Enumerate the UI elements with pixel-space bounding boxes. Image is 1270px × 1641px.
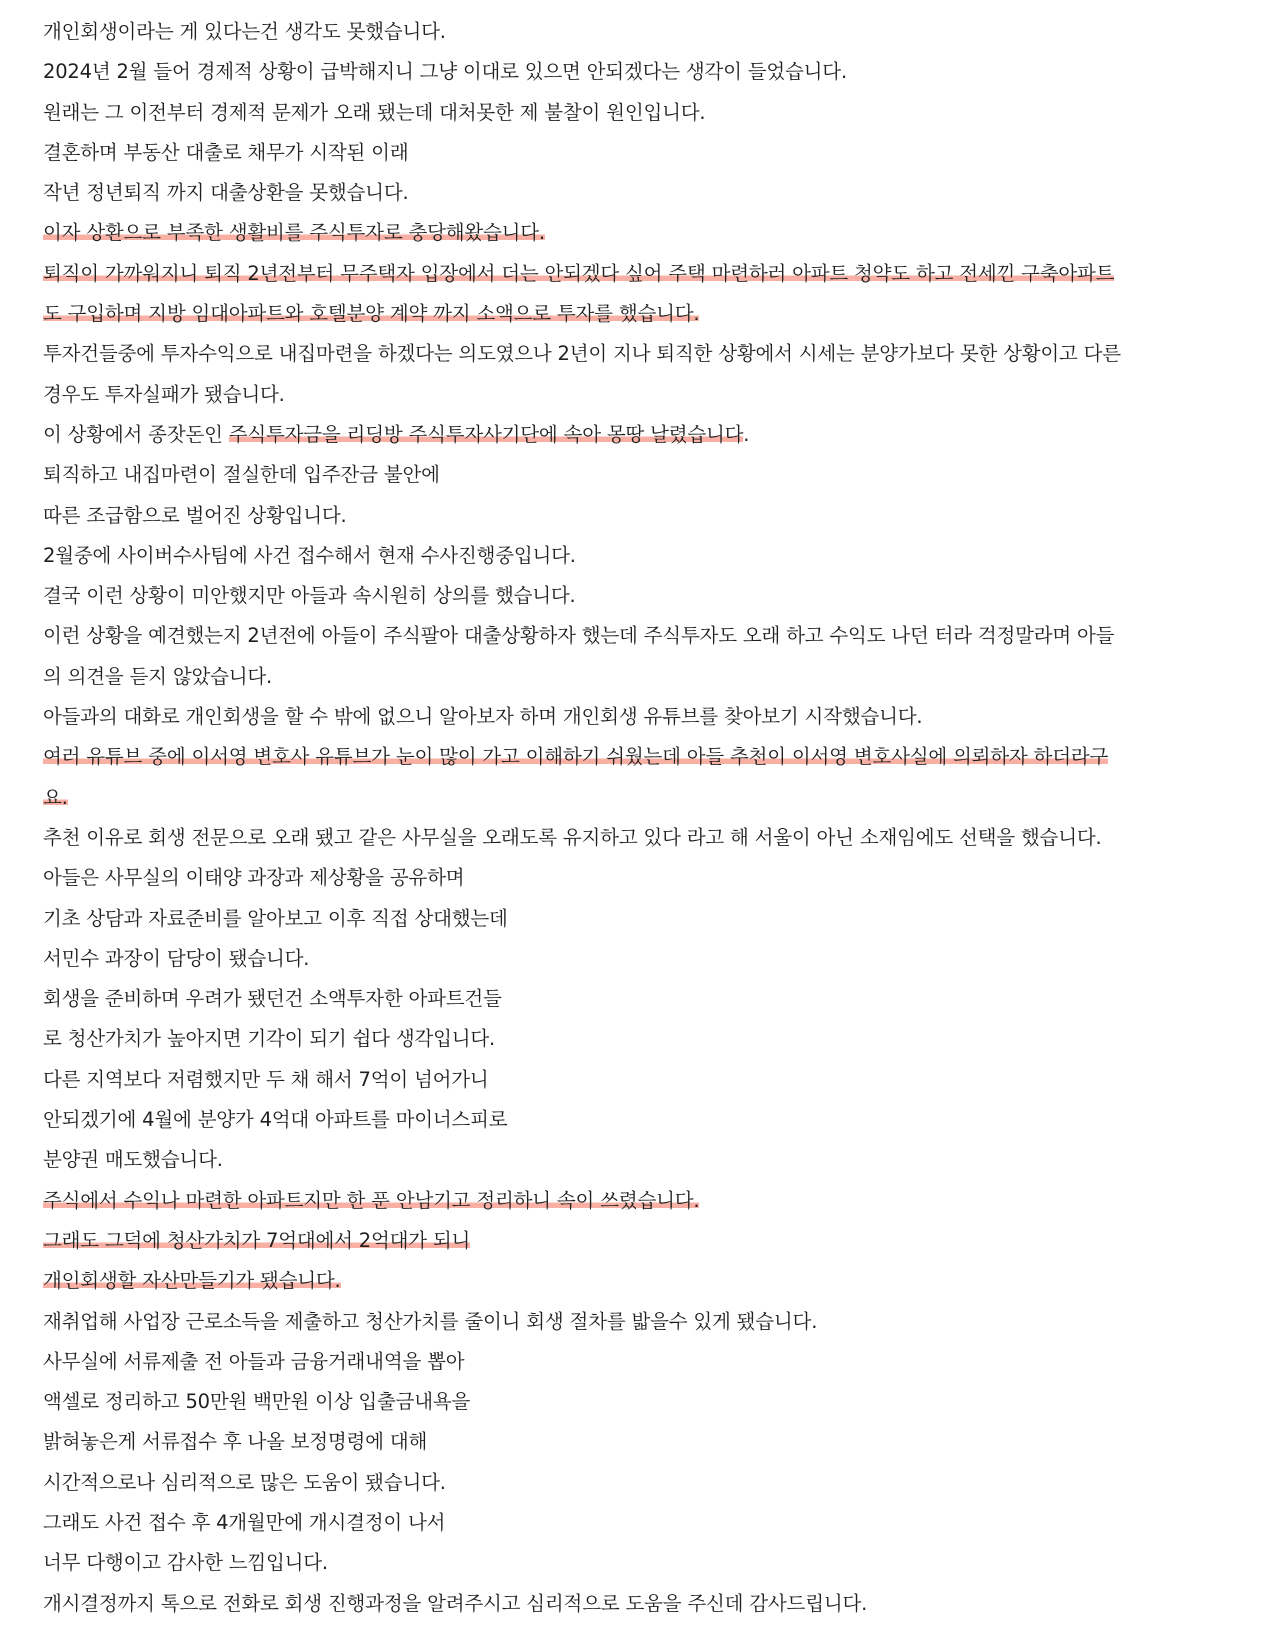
highlighted-text: 요.: [43, 785, 68, 809]
text-line: [43, 52, 1243, 92]
line-text: 원래는 그 이전부터 경제적 문제가 오래 됐는데 대처못한 제 불찰이 원인입니다.: [43, 100, 706, 124]
text-line: [43, 375, 1243, 415]
highlighted-text: 주식투자금을 리딩방 주식투자사기단에 속아 몽땅 날렸습니다: [228, 422, 744, 446]
text-line: [43, 1463, 1243, 1503]
text-line: [43, 93, 1243, 133]
line-text: 액셀로 정리하고 50만원 백만원 이상 입출금내욕을: [43, 1390, 471, 1414]
line-text: 결혼하며 부동산 대출로 채무가 시작된 이래: [43, 140, 409, 164]
line-text: 아들과의 대화로 개인회생을 할 수 밖에 없으니 알아보자 하며 개인회생 유튜브를 찾아보기 시작했습니다.: [43, 705, 923, 729]
text-line: [43, 657, 1243, 697]
line-text: 기초 상담과 자료준비를 알아보고 이후 직접 상대했는데: [43, 906, 508, 930]
line-text: 투자건들중에 투자수익으로 내집마련을 하겠다는 의도였으나 2년이 지나 퇴직한 상황에서 시세는 분양가보다 못한 상황이고 다른: [43, 342, 1121, 366]
text-line: [43, 254, 1243, 294]
text-line: [43, 213, 1243, 253]
text-line: [43, 1181, 1243, 1221]
line-text: 회생을 준비하며 우려가 됐던건 소액투자한 아파트건들: [43, 987, 502, 1011]
text-line: [43, 697, 1243, 737]
text-line: [43, 1221, 1243, 1261]
highlighted-text: 개인회생할 자산만들기가 됐습니다.: [43, 1269, 341, 1293]
text-line: [43, 1261, 1243, 1301]
text-line: [43, 1503, 1243, 1543]
text-line: [43, 576, 1243, 616]
line-text: 재취업해 사업장 근로소득을 제출하고 청산가치를 줄이니 회생 절차를 밟을수 있게 됐습니다.: [43, 1309, 818, 1333]
line-text: 시간적으로나 심리적으로 많은 도움이 됐습니다.: [43, 1470, 446, 1494]
line-text: 2월중에 사이버수사팀에 사건 접수해서 현재 수사진행중입니다.: [43, 543, 576, 567]
text-line: [43, 415, 1243, 455]
line-text: .: [743, 422, 750, 446]
text-line: [43, 1302, 1243, 1342]
highlighted-text: 그래도 그덕에 청산가치가 7억대에서 2억대가 되니: [43, 1228, 471, 1252]
text-line: [43, 899, 1243, 939]
testimonial-document: [43, 12, 1243, 1624]
line-text: 결국 이런 상황이 미안했지만 아들과 속시원히 상의를 했습니다.: [43, 584, 576, 608]
highlighted-text: 퇴직이 가까워지니 퇴직 2년전부터 무주택자 입장에서 더는 안되겠다 싶어 주택 마련하러 아파트 청약도 하고 전세낀 구축아파트: [43, 261, 1115, 285]
text-line: [43, 1382, 1243, 1422]
text-line: [43, 1543, 1243, 1583]
text-line: [43, 616, 1243, 656]
text-line: [43, 536, 1243, 576]
line-text: 이 상황에서 종잣돈인: [43, 422, 229, 446]
line-text: 이런 상황을 예견했는지 2년전에 아들이 주식팔아 대출상황하자 했는데 주식투자도 오래 하고 수익도 나던 터라 걱정말라며 아들: [43, 624, 1115, 648]
highlighted-text: 주식에서 수익나 마련한 아파트지만 한 푼 안남기고 정리하니 속이 쓰렸습니다.: [43, 1188, 700, 1212]
text-line: [43, 939, 1243, 979]
highlighted-text: 도 구입하며 지방 임대아파트와 호텔분양 계약 까지 소액으로 투자를 했습니다.: [43, 302, 700, 326]
line-text: 사무실에 서류제출 전 아들과 금융거래내역을 뽑아: [43, 1349, 465, 1373]
text-line: [43, 1100, 1243, 1140]
text-line: [43, 334, 1243, 374]
text-line: [43, 1060, 1243, 1100]
text-line: [43, 173, 1243, 213]
text-line: [43, 455, 1243, 495]
line-text: 안되겠기에 4월에 분양가 4억대 아파트를 마이너스피로: [43, 1108, 508, 1132]
text-line: [43, 1342, 1243, 1382]
line-text: 의 의견을 듣지 않았습니다.: [43, 664, 273, 688]
line-text: 그래도 사건 접수 후 4개월만에 개시결정이 나서: [43, 1510, 446, 1534]
line-text: 추천 이유로 회생 전문으로 오래 됐고 같은 사무실을 오래도록 유지하고 있다 라고 해 서울이 아닌 소재임에도 선택을 했습니다.: [43, 825, 1102, 849]
line-text: 개시결정까지 톡으로 전화로 회생 진행과정을 알려주시고 심리적으로 도움을 주신데 감사드립니다.: [43, 1591, 868, 1615]
highlighted-text: 여러 유튜브 중에 이서영 변호사 유튜브가 눈이 많이 가고 이해하기 쉬웠는데 아들 추천이 이서영 변호사실에 의뢰하자 하더라구: [43, 745, 1109, 769]
line-text: 2024년 2월 들어 경제적 상황이 급박해지니 그냥 이대로 있으면 안되겠다는 생각이 들었습니다.: [43, 60, 847, 84]
text-line: [43, 1019, 1243, 1059]
text-line: [43, 778, 1243, 818]
line-text: 경우도 투자실패가 됐습니다.: [43, 382, 285, 406]
line-text: 다른 지역보다 저렴했지만 두 채 해서 7억이 넘어가니: [43, 1067, 489, 1091]
text-line: [43, 979, 1243, 1019]
text-line: [43, 496, 1243, 536]
text-line: [43, 12, 1243, 52]
line-text: 따른 조급함으로 벌어진 상황입니다.: [43, 503, 347, 527]
line-text: 너무 다행이고 감사한 느낌입니다.: [43, 1551, 328, 1575]
text-line: [43, 133, 1243, 173]
line-text: 개인회생이라는 게 있다는건 생각도 못했습니다.: [43, 20, 446, 43]
text-line: [43, 1422, 1243, 1462]
line-text: 분양권 매도했습니다.: [43, 1148, 223, 1172]
text-line: [43, 1140, 1243, 1180]
highlighted-text: 이자 상환으로 부족한 생활비를 주식투자로 충당해왔습니다.: [43, 221, 545, 245]
text-line: [43, 818, 1243, 858]
text-line: [43, 858, 1243, 898]
line-text: 서민수 과장이 담당이 됐습니다.: [43, 946, 310, 970]
line-text: 퇴직하고 내집마련이 절실한데 입주잔금 불안에: [43, 463, 440, 487]
line-text: 작년 정년퇴직 까지 대출상환을 못했습니다.: [43, 181, 409, 205]
text-line: [43, 294, 1243, 334]
line-text: 로 청산가치가 높아지면 기각이 되기 쉽다 생각입니다.: [43, 1027, 496, 1051]
text-line: [43, 737, 1243, 777]
line-text: 아들은 사무실의 이태양 과장과 제상황을 공유하며: [43, 866, 465, 890]
text-line: [43, 1584, 1243, 1624]
line-text: 밝혀놓은게 서류접수 후 나올 보정명령에 대해: [43, 1430, 428, 1454]
